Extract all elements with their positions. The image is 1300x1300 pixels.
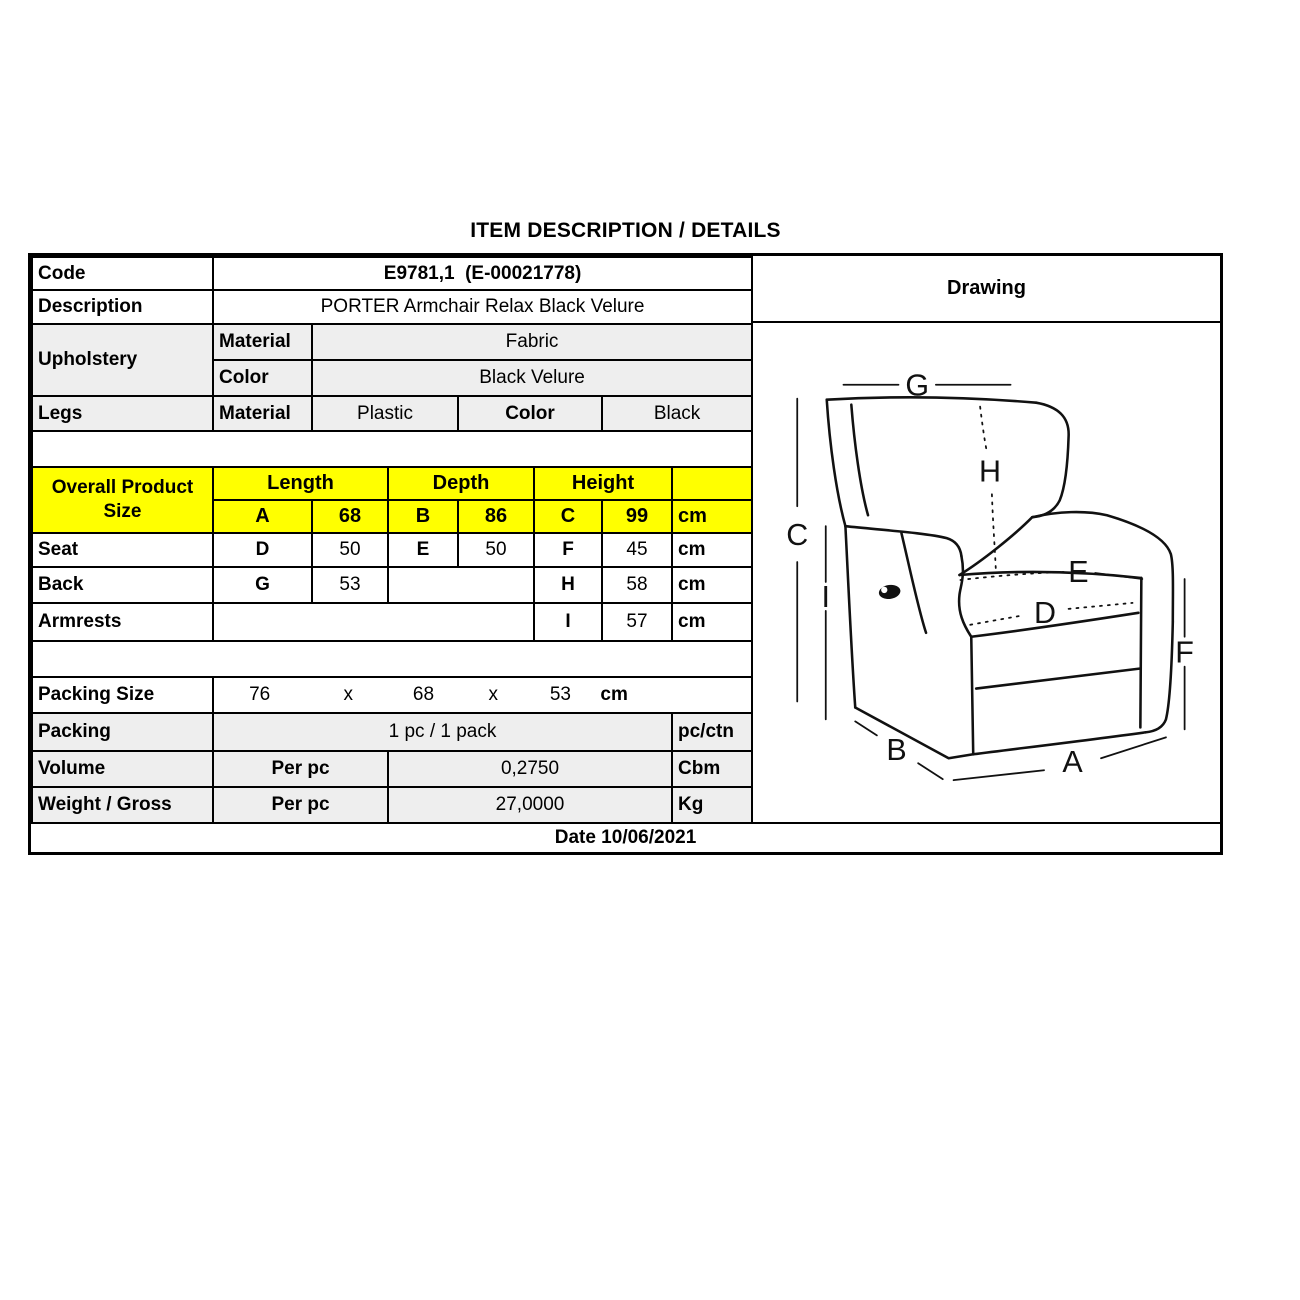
page-title: ITEM DESCRIPTION / DETAILS	[470, 219, 781, 242]
upholstery-material-label: Material	[213, 324, 312, 360]
spacer-cell	[32, 641, 752, 677]
armrests-height-letter: I	[534, 603, 602, 641]
row-size-header	[32, 467, 752, 500]
weight-basis: Per pc	[213, 787, 388, 823]
spec-sheet	[28, 253, 1223, 855]
upholstery-color-label: Color	[213, 360, 312, 396]
row-seat	[32, 533, 752, 567]
legs-color-label: Color	[458, 396, 602, 431]
legs-color-value: Black	[602, 396, 752, 431]
back-unit: cm	[672, 567, 752, 603]
chair-outline	[827, 397, 1173, 758]
row-description	[32, 290, 752, 324]
row-code	[32, 257, 752, 290]
spec-table	[31, 256, 753, 824]
armrests-empty	[213, 603, 534, 641]
packing-unit: pc/ctn	[672, 713, 752, 751]
legs-label: Legs	[32, 396, 213, 431]
packing-size-v2: 68	[412, 684, 435, 705]
armrests-height-value: 57	[602, 603, 672, 641]
back-label: Back	[32, 567, 213, 603]
row-spacer-1	[32, 431, 752, 467]
volume-unit: Cbm	[672, 751, 752, 787]
description-label: Description	[32, 290, 213, 324]
seat-depth-letter: E	[388, 533, 458, 567]
packing-size-v3: 53	[549, 684, 571, 705]
drawing-header: Drawing	[753, 256, 1220, 323]
seat-height-value: 45	[602, 533, 672, 567]
overall-size-label-line1: Overall Product	[51, 477, 194, 499]
seat-label: Seat	[32, 533, 213, 567]
overall-unit: cm	[672, 500, 752, 533]
row-volume	[32, 751, 752, 787]
overall-depth-letter: B	[388, 500, 458, 533]
overall-length-value: 68	[312, 500, 388, 533]
packing-size-x1: x	[343, 684, 354, 705]
upholstery-label: Upholstery	[32, 324, 213, 396]
armchair-drawing	[753, 323, 1220, 822]
back-length-value: 53	[312, 567, 388, 603]
overall-size-label-line2: Size	[103, 501, 142, 522]
weight-label: Weight / Gross	[32, 787, 213, 823]
depth-header: Depth	[388, 467, 534, 500]
weight-unit: Kg	[672, 787, 752, 823]
back-length-letter: G	[213, 567, 312, 603]
legs-material-value: Plastic	[312, 396, 458, 431]
height-header: Height	[534, 467, 672, 500]
packing-size-label: Packing Size	[32, 677, 213, 713]
weight-value: 27,0000	[388, 787, 672, 823]
dim-label-a: A	[1062, 745, 1083, 780]
overall-height-value: 99	[602, 500, 672, 533]
spacer-cell	[32, 431, 752, 467]
dim-label-g: G	[905, 368, 930, 403]
dim-label-h: H	[978, 454, 1001, 489]
seat-length-value: 50	[312, 533, 388, 567]
packing-value: 1 pc / 1 pack	[213, 713, 672, 751]
armrests-label: Armrests	[32, 603, 213, 641]
volume-label: Volume	[32, 751, 213, 787]
row-back	[32, 567, 752, 603]
overall-length-letter: A	[213, 500, 312, 533]
seat-length-letter: D	[213, 533, 312, 567]
dim-label-c: C	[786, 517, 809, 553]
row-upholstery-material	[32, 324, 752, 360]
row-packing-size	[32, 677, 752, 713]
size-header-empty	[672, 467, 752, 500]
code-value: E9781,1 (E-00021778)	[213, 257, 752, 290]
dim-label-b: B	[886, 733, 907, 768]
drawing-panel	[751, 256, 1220, 822]
seat-unit: cm	[672, 533, 752, 567]
seat-depth-value: 50	[458, 533, 534, 567]
back-depth-empty	[388, 567, 534, 603]
dim-label-e: E	[1068, 554, 1089, 590]
date-row: Date 10/06/2021	[31, 822, 1220, 852]
legs-material-label: Material	[213, 396, 312, 431]
back-height-letter: H	[534, 567, 602, 603]
overall-size-label	[32, 467, 213, 533]
overall-depth-value: 86	[458, 500, 534, 533]
packing-size-v1: 76	[249, 684, 271, 705]
upholstery-material-value: Fabric	[312, 324, 752, 360]
dim-label-i: I	[821, 579, 830, 614]
seat-height-letter: F	[534, 533, 602, 567]
upholstery-color-value: Black Velure	[312, 360, 752, 396]
armrests-unit: cm	[672, 603, 752, 641]
volume-value: 0,2750	[388, 751, 672, 787]
row-spacer-2	[32, 641, 752, 677]
dim-label-f: F	[1175, 635, 1194, 670]
packing-size-x2: x	[488, 684, 499, 705]
length-header: Length	[213, 467, 388, 500]
overall-height-letter: C	[534, 500, 602, 533]
dim-line-e-solid	[1095, 573, 1142, 579]
back-height-value: 58	[602, 567, 672, 603]
row-armrests	[32, 603, 752, 641]
row-packing	[32, 713, 752, 751]
volume-basis: Per pc	[213, 751, 388, 787]
code-label: Code	[32, 257, 213, 290]
packing-size-unit: cm	[600, 684, 628, 705]
row-weight	[32, 787, 752, 823]
row-legs	[32, 396, 752, 431]
packing-size-value	[213, 677, 752, 713]
recline-button-icon	[878, 583, 901, 600]
packing-label: Packing	[32, 713, 213, 751]
description-value: PORTER Armchair Relax Black Velure	[213, 290, 752, 324]
dim-label-d: D	[1033, 595, 1056, 630]
